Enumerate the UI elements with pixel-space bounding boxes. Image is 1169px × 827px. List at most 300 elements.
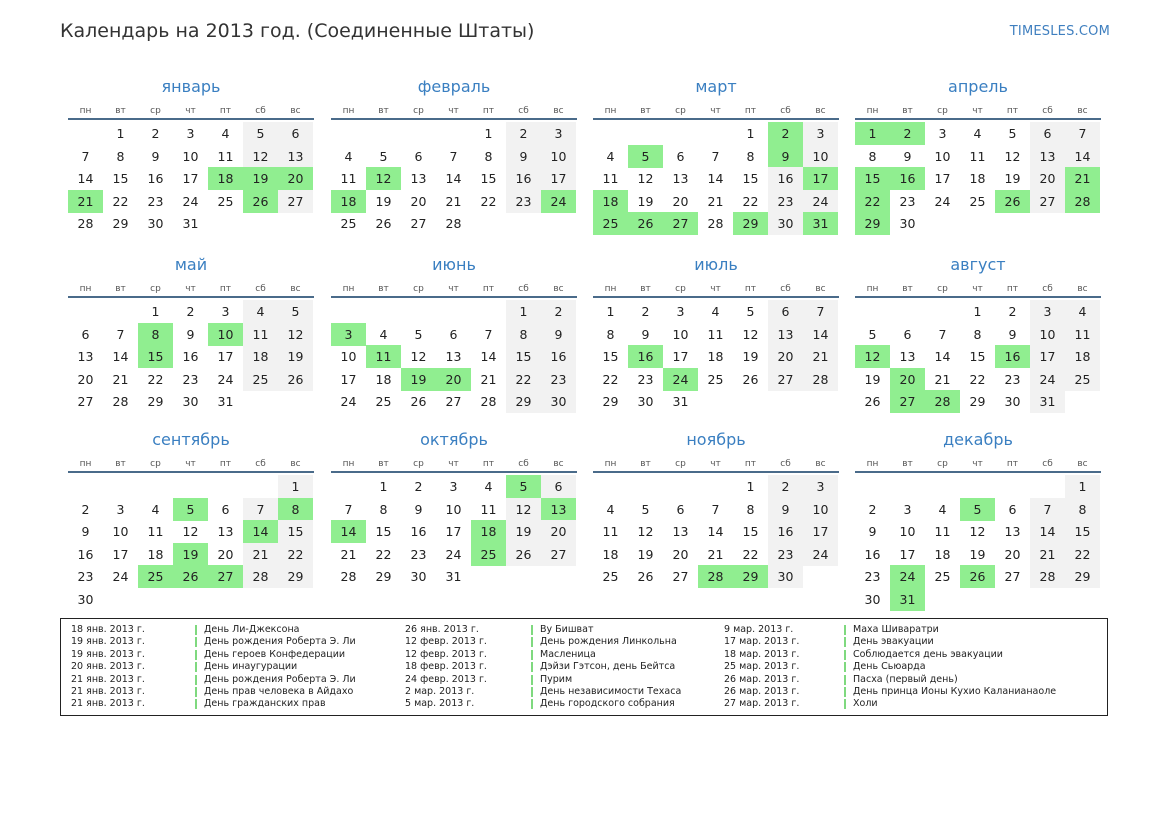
- weekday-header: [68, 106, 314, 120]
- weekday-label: чт: [972, 106, 983, 116]
- weekday-label: пн: [604, 106, 617, 116]
- day-cell: 8: [868, 148, 877, 164]
- page-title: Календарь на 2013 год. (Соединенные Штаты): [60, 20, 535, 42]
- day-cell: 19: [401, 368, 436, 391]
- day-cell: 7: [116, 326, 125, 342]
- day-cell: 28: [112, 394, 129, 409]
- day-cell: 2: [641, 304, 650, 319]
- weekday-label: вс: [290, 106, 301, 116]
- weekday-label: сб: [255, 284, 266, 294]
- day-cell: 20: [217, 546, 234, 562]
- day-cell: 3: [938, 126, 947, 141]
- day-cell: 1: [379, 479, 388, 494]
- day-cell: 21: [1030, 543, 1065, 566]
- holiday-marker: [195, 650, 197, 660]
- day-cell: 27: [278, 190, 313, 213]
- weekday-label: сб: [518, 284, 529, 294]
- day-cell: 16: [995, 345, 1030, 368]
- day-cell: 6: [676, 501, 685, 517]
- day-cell: 2: [541, 300, 576, 323]
- holiday-date: 20 янв. 2013 г.: [71, 661, 145, 673]
- weekday-label: вт: [640, 284, 651, 294]
- holiday-name: День гражданских прав: [204, 698, 326, 710]
- weekday-label: чт: [710, 106, 721, 116]
- day-cell: 12: [366, 167, 401, 190]
- day-cell: 7: [711, 501, 720, 517]
- day-cell: 1: [855, 122, 890, 145]
- day-cell: 4: [243, 300, 278, 323]
- day-cell: 28: [803, 368, 838, 391]
- day-cell: 17: [672, 349, 689, 364]
- day-cell: 9: [768, 498, 803, 521]
- day-cell: 28: [77, 216, 94, 231]
- holiday-date: 9 мар. 2013 г.: [724, 624, 794, 635]
- day-cell: 13: [1030, 145, 1065, 168]
- weekday-label: ср: [675, 284, 686, 294]
- day-cell: 21: [934, 371, 951, 387]
- holiday-marker: [844, 699, 846, 709]
- weekday-label: ср: [413, 284, 424, 294]
- day-cell: 3: [221, 304, 230, 319]
- holiday-date: 18 мар. 2013 г.: [724, 648, 800, 660]
- day-cell: 19: [173, 543, 208, 566]
- day-cell: 22: [278, 543, 313, 566]
- day-cell: 22: [742, 546, 759, 562]
- month-name: июнь: [432, 255, 476, 274]
- weekday-label: вс: [553, 106, 564, 116]
- day-cell: 15: [506, 345, 541, 368]
- day-cell: 6: [414, 148, 423, 164]
- day-cell: 6: [449, 326, 458, 342]
- day-cell: 6: [541, 475, 576, 498]
- day-cell: 18: [602, 546, 619, 562]
- day-cell: 23: [541, 368, 576, 391]
- day-cell: 18: [243, 345, 278, 368]
- day-cell: 11: [480, 501, 497, 517]
- holiday-name: День рождения Роберта Э. Ли: [204, 636, 356, 648]
- day-cell: 13: [672, 524, 689, 539]
- day-cell: 29: [855, 212, 890, 235]
- weekday-label: ср: [675, 459, 686, 469]
- day-cell: 20: [890, 368, 925, 391]
- holiday-marker: [844, 662, 846, 672]
- day-cell: 28: [480, 394, 497, 409]
- holiday-name: День принца Ионы Кухио Каланианаоле: [853, 685, 1057, 697]
- day-cell: 8: [116, 148, 125, 164]
- day-cell: 31: [182, 216, 199, 231]
- holiday-marker: [531, 650, 533, 660]
- day-cell: 9: [506, 145, 541, 168]
- day-cell: 7: [344, 501, 353, 517]
- weekday-label: вт: [640, 459, 651, 469]
- day-cell: 13: [445, 349, 462, 364]
- holiday-list: [60, 618, 1108, 716]
- day-cell: 20: [1004, 546, 1021, 562]
- day-cell: 12: [855, 345, 890, 368]
- day-cell: 9: [868, 524, 877, 539]
- weekday-label: вт: [378, 284, 389, 294]
- day-cell: 14: [803, 323, 838, 346]
- day-cell: 25: [138, 565, 173, 588]
- day-cell: 17: [217, 349, 234, 364]
- day-cell: 8: [138, 323, 173, 346]
- month-name: июль: [694, 255, 738, 274]
- day-cell: 31: [803, 212, 838, 235]
- day-cell: 20: [436, 368, 471, 391]
- holiday-date: 26 мар. 2013 г.: [724, 685, 800, 697]
- weekday-label: вс: [553, 459, 564, 469]
- day-cell: 4: [221, 126, 230, 141]
- weekday-label: ср: [675, 106, 686, 116]
- day-cell: 8: [746, 148, 755, 164]
- weekday-label: чт: [185, 459, 196, 469]
- holiday-date: 21 янв. 2013 г.: [71, 673, 145, 685]
- day-cell: 5: [379, 148, 388, 164]
- weekday-label: пн: [866, 106, 879, 116]
- weekday-label: ср: [150, 459, 161, 469]
- holiday-date: 19 янв. 2013 г.: [71, 636, 145, 648]
- month-name: ноябрь: [686, 430, 746, 449]
- day-cell: 5: [173, 498, 208, 521]
- day-cell: 29: [506, 390, 541, 413]
- day-cell: 11: [707, 326, 724, 342]
- day-cell: 21: [445, 193, 462, 209]
- day-cell: 12: [410, 349, 427, 364]
- day-cell: 17: [541, 167, 576, 190]
- day-cell: 25: [217, 193, 234, 209]
- day-cell: 16: [768, 167, 803, 190]
- weekday-label: вс: [1077, 284, 1088, 294]
- holiday-name: Ву Бишват: [540, 624, 594, 635]
- day-cell: 24: [445, 546, 462, 562]
- day-cell: 10: [803, 498, 838, 521]
- weekday-label: ср: [150, 106, 161, 116]
- day-cell: 21: [480, 371, 497, 387]
- day-cell: 16: [541, 345, 576, 368]
- day-cell: 31: [890, 588, 925, 611]
- day-cell: 3: [1030, 300, 1065, 323]
- day-cell: 29: [375, 569, 392, 584]
- day-cell: 10: [208, 323, 243, 346]
- weekday-label: пт: [219, 106, 232, 116]
- holiday-date: 18 февр. 2013 г.: [405, 661, 487, 673]
- day-cell: 2: [890, 122, 925, 145]
- day-cell: 25: [593, 212, 628, 235]
- day-cell: 16: [410, 524, 427, 539]
- weekday-label: пт: [744, 459, 757, 469]
- day-cell: 14: [934, 349, 951, 364]
- day-cell: 6: [903, 326, 912, 342]
- day-cell: 7: [938, 326, 947, 342]
- day-cell: 26: [173, 565, 208, 588]
- day-cell: 21: [243, 543, 278, 566]
- day-cell: 28: [925, 390, 960, 413]
- holiday-name: День независимости Техаса: [540, 685, 682, 697]
- day-cell: 29: [278, 565, 313, 588]
- weekday-label: сб: [1042, 459, 1053, 469]
- day-cell: 19: [637, 546, 654, 562]
- day-cell: 9: [81, 524, 90, 539]
- weekday-label: вс: [1077, 106, 1088, 116]
- day-cell: 28: [445, 216, 462, 231]
- day-cell: 3: [541, 122, 576, 145]
- weekday-label: сб: [780, 284, 791, 294]
- day-cell: 2: [768, 122, 803, 145]
- day-cell: 23: [506, 190, 541, 213]
- weekday-header: [593, 284, 839, 298]
- weekday-label: чт: [448, 284, 459, 294]
- month-7: [593, 254, 839, 409]
- day-cell: 23: [182, 371, 199, 387]
- day-cell: 3: [331, 323, 366, 346]
- site-link[interactable]: TIMESLES.COM: [1009, 24, 1110, 39]
- weekday-label: сб: [518, 459, 529, 469]
- weekday-label: пн: [866, 284, 879, 294]
- day-cell: 24: [803, 543, 838, 566]
- day-cell: 29: [1065, 565, 1100, 588]
- day-cell: 26: [243, 190, 278, 213]
- weekday-label: вт: [902, 106, 913, 116]
- day-cell: 30: [768, 212, 803, 235]
- day-cell: 7: [81, 148, 90, 164]
- day-cell: 1: [484, 126, 493, 141]
- day-cell: 3: [676, 304, 685, 319]
- month-4: [855, 76, 1101, 231]
- holiday-name: День героев Конфедерации: [204, 648, 346, 660]
- day-cell: 14: [445, 171, 462, 186]
- day-cell: 30: [768, 565, 803, 588]
- day-cell: 1: [506, 300, 541, 323]
- day-cell: 27: [672, 569, 689, 584]
- day-cell: 19: [637, 193, 654, 209]
- day-cell: 22: [602, 371, 619, 387]
- day-cell: 15: [375, 524, 392, 539]
- day-cell: 17: [445, 524, 462, 539]
- day-cell: 9: [151, 148, 160, 164]
- day-cell: 7: [803, 300, 838, 323]
- day-cell: 15: [855, 167, 890, 190]
- day-cell: 28: [1030, 565, 1065, 588]
- day-cell: 27: [890, 390, 925, 413]
- weekday-label: вс: [815, 284, 826, 294]
- day-cell: 22: [969, 371, 986, 387]
- day-cell: 15: [1065, 520, 1100, 543]
- holiday-marker: [844, 625, 846, 635]
- day-cell: 21: [1065, 167, 1100, 190]
- holiday-date: 18 янв. 2013 г.: [71, 624, 145, 635]
- weekday-label: вт: [115, 284, 126, 294]
- day-cell: 18: [331, 190, 366, 213]
- day-cell: 6: [221, 501, 230, 517]
- day-cell: 18: [208, 167, 243, 190]
- day-cell: 2: [868, 501, 877, 517]
- day-cell: 2: [151, 126, 160, 141]
- day-cell: 28: [243, 565, 278, 588]
- weekday-label: пн: [866, 459, 879, 469]
- day-cell: 8: [606, 326, 615, 342]
- day-cell: 14: [1030, 520, 1065, 543]
- day-cell: 14: [112, 349, 129, 364]
- holiday-date: 12 февр. 2013 г.: [405, 648, 487, 660]
- day-cell: 14: [331, 520, 366, 543]
- month-9: [68, 429, 314, 607]
- day-cell: 9: [414, 501, 423, 517]
- day-cell: 20: [77, 371, 94, 387]
- day-cell: 6: [278, 122, 313, 145]
- day-cell: 5: [243, 122, 278, 145]
- day-cell: 14: [1065, 145, 1100, 168]
- day-cell: 2: [768, 475, 803, 498]
- month-name: сентябрь: [152, 430, 230, 449]
- day-cell: 25: [1065, 368, 1100, 391]
- day-cell: 30: [182, 394, 199, 409]
- day-cell: 22: [147, 371, 164, 387]
- day-cell: 30: [541, 390, 576, 413]
- weekday-label: вс: [1077, 459, 1088, 469]
- day-cell: 12: [1004, 148, 1021, 164]
- day-cell: 6: [676, 148, 685, 164]
- day-cell: 9: [768, 145, 803, 168]
- day-cell: 15: [480, 171, 497, 186]
- holiday-date: 21 янв. 2013 г.: [71, 685, 145, 697]
- day-cell: 1: [746, 126, 755, 141]
- holiday-marker: [195, 675, 197, 685]
- day-cell: 14: [707, 524, 724, 539]
- day-cell: 5: [868, 326, 877, 342]
- day-cell: 31: [672, 394, 689, 409]
- day-cell: 7: [1030, 498, 1065, 521]
- day-cell: 28: [1065, 190, 1100, 213]
- day-cell: 1: [1065, 475, 1100, 498]
- day-cell: 11: [602, 524, 619, 539]
- day-cell: 24: [182, 193, 199, 209]
- weekday-label: пн: [342, 284, 355, 294]
- day-cell: 10: [182, 148, 199, 164]
- holiday-marker: [531, 662, 533, 672]
- weekday-label: сб: [255, 106, 266, 116]
- holiday-date: 12 февр. 2013 г.: [405, 636, 487, 648]
- month-name: январь: [161, 77, 221, 96]
- day-cell: 25: [707, 371, 724, 387]
- weekday-label: пн: [604, 459, 617, 469]
- day-cell: 26: [742, 371, 759, 387]
- day-cell: 16: [182, 349, 199, 364]
- month-name: февраль: [417, 77, 491, 96]
- holiday-date: 25 мар. 2013 г.: [724, 661, 800, 673]
- holiday-name: День рождения Роберта Э. Ли: [204, 673, 356, 685]
- day-cell: 19: [243, 167, 278, 190]
- day-cell: 10: [899, 524, 916, 539]
- day-cell: 23: [899, 193, 916, 209]
- day-cell: 14: [480, 349, 497, 364]
- weekday-label: сб: [1042, 106, 1053, 116]
- day-cell: 21: [68, 190, 103, 213]
- day-cell: 24: [890, 565, 925, 588]
- day-cell: 20: [768, 345, 803, 368]
- month-name: май: [174, 255, 208, 274]
- weekday-header: [593, 106, 839, 120]
- weekday-label: пн: [79, 284, 92, 294]
- weekday-label: пн: [79, 459, 92, 469]
- day-cell: 26: [864, 394, 881, 409]
- day-cell: 29: [112, 216, 129, 231]
- holiday-name: Холи: [853, 698, 878, 710]
- day-cell: 30: [864, 591, 881, 607]
- day-cell: 3: [803, 122, 838, 145]
- day-cell: 1: [151, 304, 160, 319]
- day-cell: 13: [77, 349, 94, 364]
- day-cell: 19: [864, 371, 881, 387]
- day-cell: 13: [541, 498, 576, 521]
- day-cell: 13: [899, 349, 916, 364]
- weekday-label: чт: [185, 284, 196, 294]
- holiday-marker: [844, 637, 846, 647]
- weekday-label: вт: [378, 106, 389, 116]
- day-cell: 29: [969, 394, 986, 409]
- weekday-label: чт: [448, 106, 459, 116]
- day-cell: 27: [1004, 569, 1021, 584]
- day-cell: 26: [375, 216, 392, 231]
- holiday-date: 21 янв. 2013 г.: [71, 698, 145, 710]
- day-cell: 27: [1030, 190, 1065, 213]
- day-cell: 21: [112, 371, 129, 387]
- day-cell: 26: [637, 569, 654, 584]
- day-cell: 11: [934, 524, 951, 539]
- day-cell: 23: [864, 569, 881, 584]
- day-cell: 21: [707, 546, 724, 562]
- day-cell: 17: [803, 167, 838, 190]
- day-cell: 1: [606, 304, 615, 319]
- day-cell: 8: [379, 501, 388, 517]
- holiday-marker: [195, 662, 197, 672]
- day-cell: 11: [1065, 323, 1100, 346]
- day-cell: 4: [1065, 300, 1100, 323]
- weekday-header: [68, 459, 314, 473]
- day-cell: 12: [969, 524, 986, 539]
- day-cell: 25: [471, 543, 506, 566]
- weekday-label: сб: [518, 106, 529, 116]
- day-cell: 20: [278, 167, 313, 190]
- day-cell: 26: [278, 368, 313, 391]
- day-cell: 18: [969, 171, 986, 186]
- holiday-name: Масленица: [540, 648, 596, 660]
- weekday-label: пт: [219, 459, 232, 469]
- day-cell: 21: [340, 546, 357, 562]
- weekday-label: сб: [255, 459, 266, 469]
- day-cell: 22: [742, 193, 759, 209]
- day-cell: 22: [112, 193, 129, 209]
- day-cell: 2: [1008, 304, 1017, 319]
- weekday-header: [855, 106, 1101, 120]
- day-cell: 11: [366, 345, 401, 368]
- day-cell: 15: [602, 349, 619, 364]
- day-cell: 20: [672, 193, 689, 209]
- holiday-name: Соблюдается день эвакуации: [853, 648, 1003, 660]
- day-cell: 29: [733, 212, 768, 235]
- day-cell: 2: [414, 479, 423, 494]
- day-cell: 30: [899, 216, 916, 231]
- holiday-name: Маха Шиваратри: [853, 624, 939, 635]
- holiday-name: День Ли-Джексона: [204, 624, 300, 635]
- weekday-label: вт: [640, 106, 651, 116]
- weekday-label: вс: [290, 459, 301, 469]
- month-2: [331, 76, 577, 231]
- weekday-label: вт: [115, 106, 126, 116]
- day-cell: 10: [803, 145, 838, 168]
- day-cell: 18: [1065, 345, 1100, 368]
- weekday-label: чт: [710, 284, 721, 294]
- holiday-marker: [531, 625, 533, 635]
